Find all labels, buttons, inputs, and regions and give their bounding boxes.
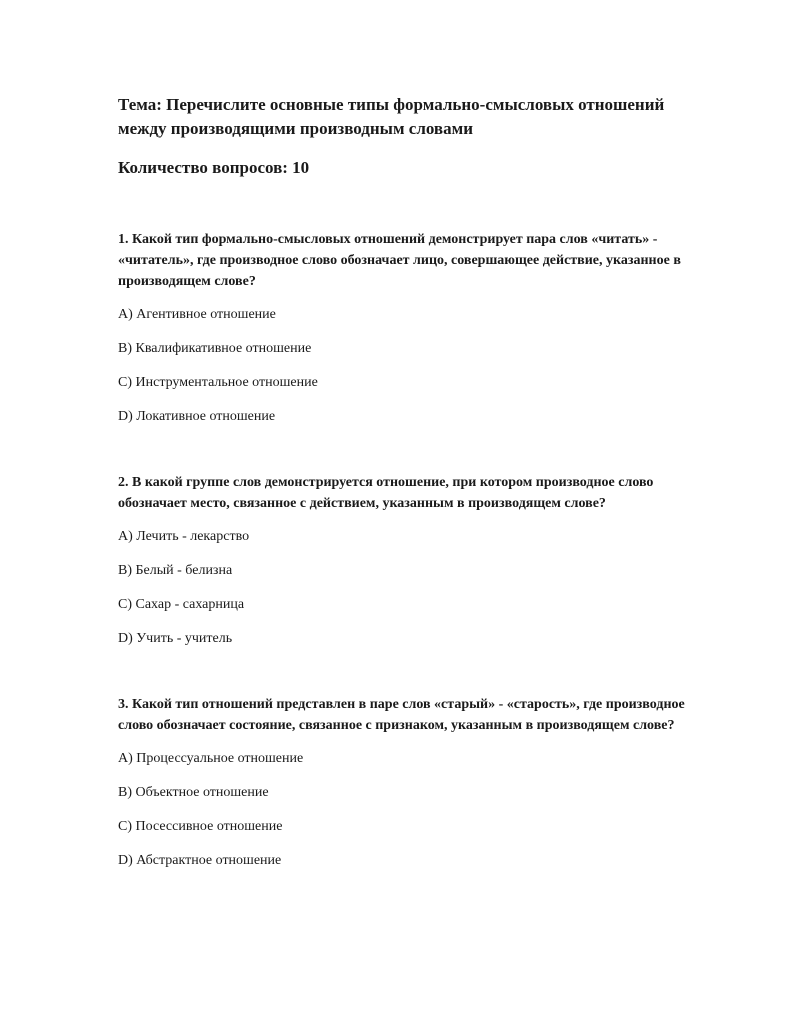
answer-option-c: C) Посессивное отношение <box>118 819 283 834</box>
question-text: 2. В какой группе слов демонстрируется отношение, при котором производное слово обозначает место, связанное с действием, указанным в производящем слове? <box>118 475 654 511</box>
question-text: 1. Какой тип формально-смысловых отношений демонстрирует пара слов «читать» - «читатель», где производное слово обозначает лицо, совершающее действие, указанное в производящем слове? <box>118 232 681 289</box>
document-page <box>118 93 698 871</box>
answer-option-d: D) Учить - учитель <box>118 631 233 646</box>
question-2 <box>118 472 698 649</box>
answer-option-b: B) Объектное отношение <box>118 785 269 800</box>
answer-option-a: A) Процессуальное отношение <box>118 751 304 766</box>
question-count: Количество вопросов: 10 <box>118 158 310 177</box>
question-3 <box>118 694 698 871</box>
answer-option-b: B) Белый - белизна <box>118 563 233 578</box>
question-1 <box>118 229 698 427</box>
answer-option-d: D) Абстрактное отношение <box>118 853 282 868</box>
answer-option-a: A) Лечить - лекарство <box>118 529 250 544</box>
document-title: Тема: Перечислите основные типы формально-смысловых отношений между производящими производным словами <box>118 95 665 138</box>
answer-option-a: A) Агентивное отношение <box>118 307 276 322</box>
question-text: 3. Какой тип отношений представлен в паре слов «старый» - «старость», где производное слово обозначает состояние, связанное с признаком, указанным в производящем слове? <box>118 697 685 733</box>
answer-option-c: C) Сахар - сахарница <box>118 597 245 612</box>
answer-option-d: D) Локативное отношение <box>118 409 276 424</box>
answer-option-b: B) Квалификативное отношение <box>118 341 312 356</box>
answer-option-c: C) Инструментальное отношение <box>118 375 318 390</box>
